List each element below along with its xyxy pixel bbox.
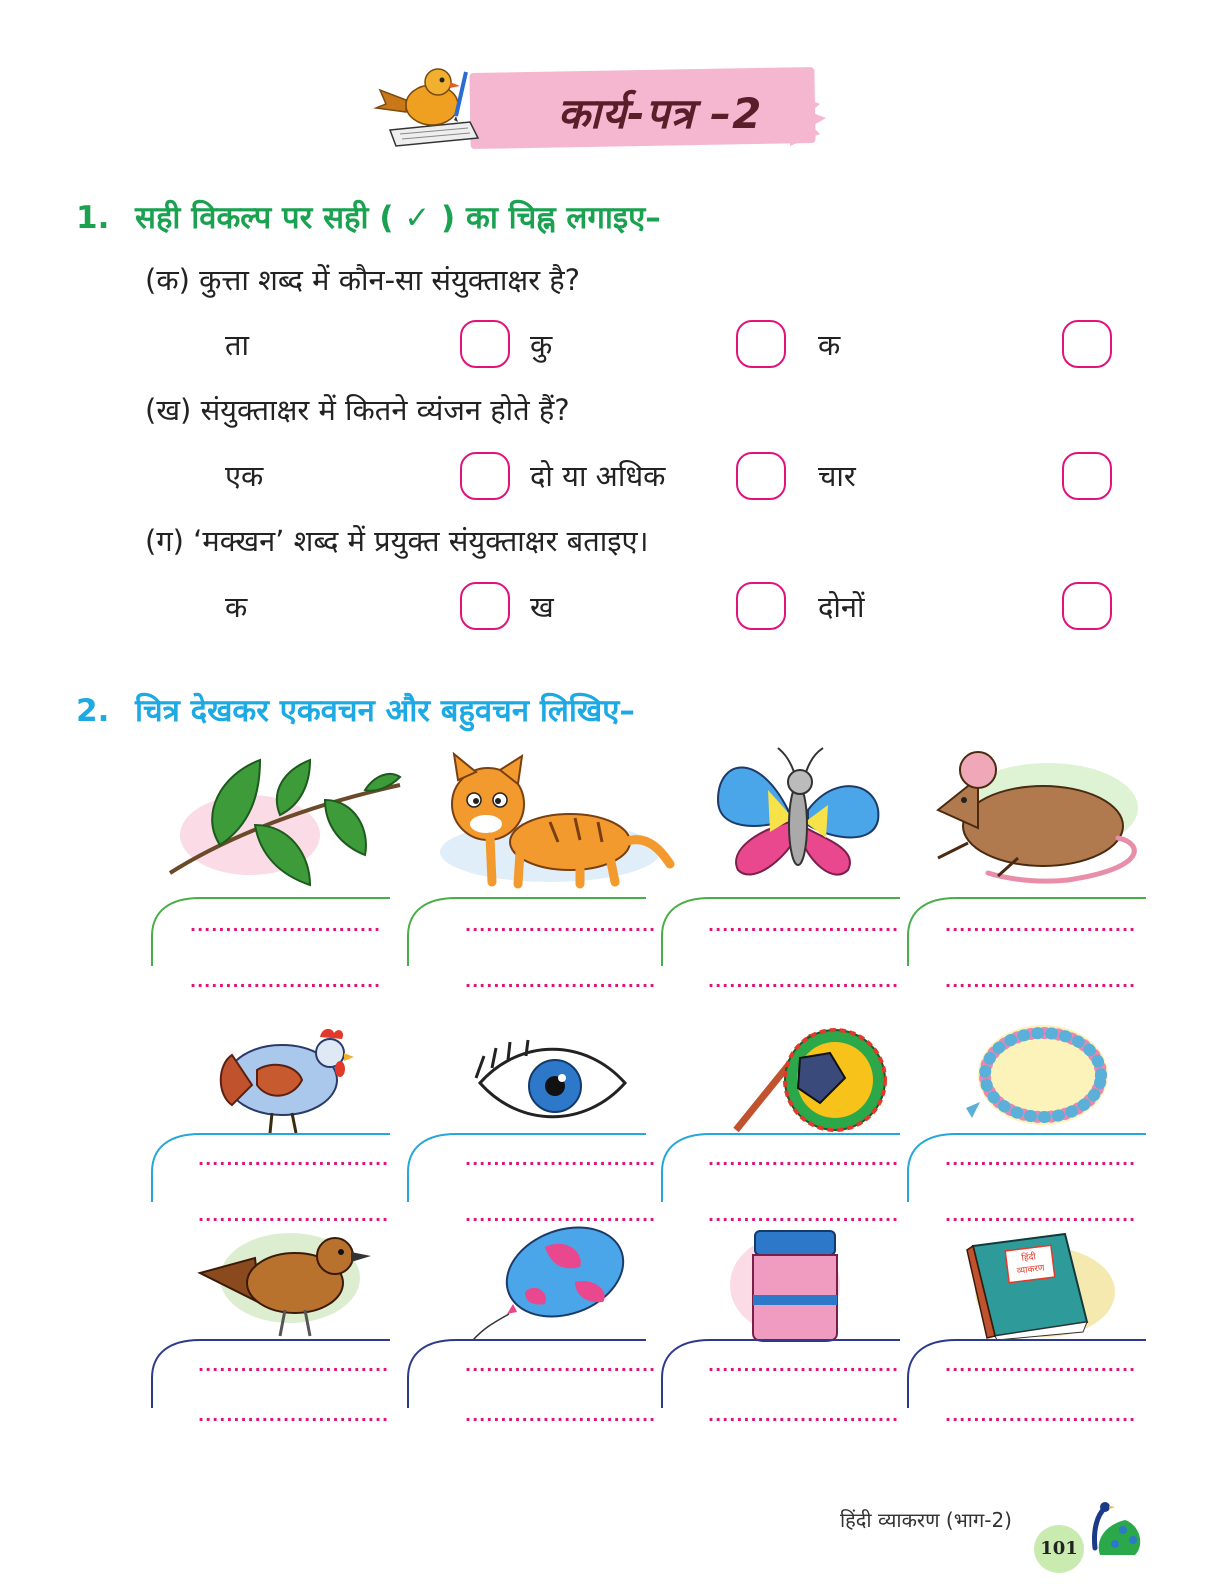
q1-ka-option-2: कु <box>530 328 553 362</box>
plural-blank[interactable]: ........................... <box>945 972 1137 991</box>
q1-ka-checkbox-1[interactable] <box>460 320 510 368</box>
q1-kha-checkbox-3[interactable] <box>1062 452 1112 500</box>
q1-ga-option-3: दोनों <box>818 590 865 624</box>
book-cover-line-1: हिंदी <box>1021 1252 1037 1264</box>
eye-icon <box>470 1038 632 1130</box>
singular-blank[interactable]: ........................... <box>708 1150 900 1169</box>
butterfly-icon <box>708 740 888 890</box>
q1-kha-checkbox-1[interactable] <box>460 452 510 500</box>
cat-icon <box>430 752 675 892</box>
singular-blank[interactable]: ........................... <box>708 1356 900 1375</box>
plural-blank[interactable]: ........................... <box>465 972 657 991</box>
singular-blank[interactable]: ........................... <box>465 1356 657 1375</box>
book-icon <box>965 1232 1117 1340</box>
peacock-icon <box>1085 1500 1145 1560</box>
sparrow-icon <box>195 1218 375 1340</box>
q1-kha-option-1: एक <box>225 459 264 493</box>
q1-kha-checkbox-2[interactable] <box>736 452 786 500</box>
singular-blank[interactable]: ........................... <box>945 1150 1137 1169</box>
plural-blank[interactable]: ........................... <box>945 1206 1137 1225</box>
q1-ga-option-2: ख <box>530 590 554 624</box>
q1-ka-option-1: ता <box>225 328 250 362</box>
q1-ga-option-1: क <box>225 590 248 624</box>
balloon-icon <box>465 1222 630 1342</box>
bead-necklace-icon <box>958 1020 1113 1135</box>
q1-item-kha-label: (ख) संयुक्ताक्षर में कितने व्यंजन होते हैं? <box>145 393 570 427</box>
jar-icon <box>725 1225 850 1343</box>
book-cover-line-2: व्याकरण <box>1016 1263 1046 1277</box>
hen-icon <box>212 1025 357 1135</box>
bird-writing-icon <box>370 60 490 150</box>
hand-fan-icon <box>730 1018 890 1136</box>
q1-kha-option-2: दो या अधिक <box>530 459 666 493</box>
q1-ga-checkbox-3[interactable] <box>1062 582 1112 630</box>
singular-blank[interactable]: ........................... <box>945 916 1137 935</box>
plural-blank[interactable]: ........................... <box>708 1406 900 1425</box>
q1-ka-checkbox-2[interactable] <box>736 320 786 368</box>
plural-blank[interactable]: ........................... <box>465 1206 657 1225</box>
singular-blank[interactable]: ........................... <box>708 916 900 935</box>
singular-blank[interactable]: ........................... <box>190 916 382 935</box>
plural-blank[interactable]: ........................... <box>708 1206 900 1225</box>
leaves-branch-icon <box>160 755 405 890</box>
q2-instruction: चित्र देखकर एकवचन और बहुवचन लिखिए– <box>135 693 635 729</box>
plural-blank[interactable]: ........................... <box>465 1406 657 1425</box>
singular-blank[interactable]: ........................... <box>465 1150 657 1169</box>
q1-item-ga-label: (ग) ‘मक्खन’ शब्द में प्रयुक्त संयुक्ताक्षर बताइए। <box>145 524 649 558</box>
q1-ka-checkbox-3[interactable] <box>1062 320 1112 368</box>
plural-blank[interactable]: ........................... <box>198 1406 390 1425</box>
plural-blank[interactable]: ........................... <box>190 972 382 991</box>
plural-blank[interactable]: ........................... <box>198 1206 390 1225</box>
q1-item-ka-label: (क) कुत्ता शब्द में कौन-सा संयुक्ताक्षर है? <box>145 263 581 297</box>
singular-blank[interactable]: ........................... <box>198 1150 390 1169</box>
plural-blank[interactable]: ........................... <box>945 1406 1137 1425</box>
rat-icon <box>928 748 1153 888</box>
q1-kha-option-3: चार <box>818 459 856 493</box>
singular-blank[interactable]: ........................... <box>945 1356 1137 1375</box>
q1-number: 1. <box>76 200 110 236</box>
q1-ga-checkbox-1[interactable] <box>460 582 510 630</box>
footer-book-title: हिंदी व्याकरण (भाग-2) <box>840 1508 1012 1532</box>
singular-blank[interactable]: ........................... <box>198 1356 390 1375</box>
page-number: 101 <box>1040 1538 1078 1559</box>
q1-ka-option-3: क <box>818 328 841 362</box>
worksheet-title: कार्य-पत्र –2 <box>557 89 763 138</box>
singular-blank[interactable]: ........................... <box>465 916 657 935</box>
q2-number: 2. <box>76 693 110 729</box>
q1-instruction: सही विकल्प पर सही ( ✓ ) का चिह्न लगाइए– <box>135 200 661 236</box>
q1-ga-checkbox-2[interactable] <box>736 582 786 630</box>
plural-blank[interactable]: ........................... <box>708 972 900 991</box>
